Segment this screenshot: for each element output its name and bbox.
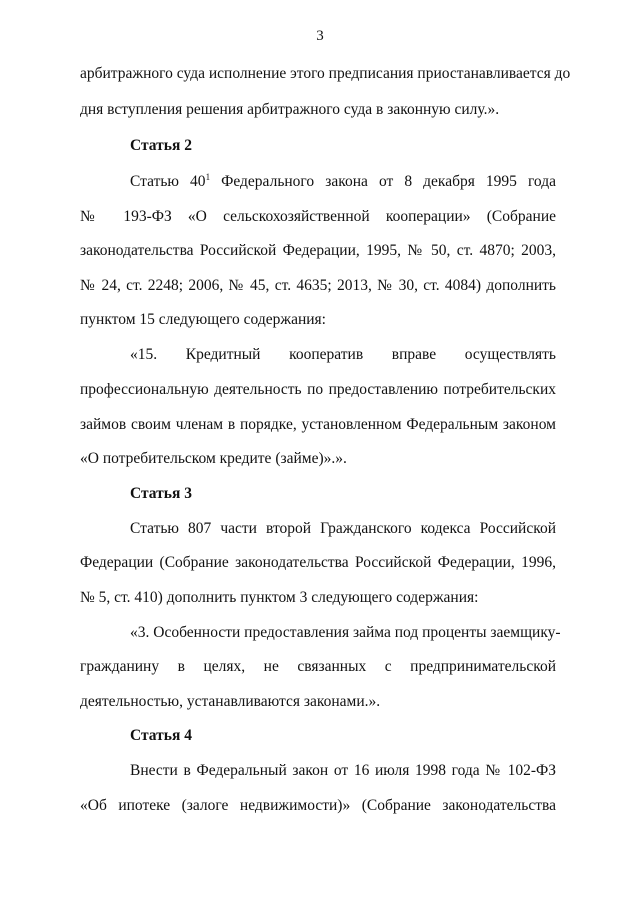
- paragraph-line: пунктом 15 следующего содержания:: [80, 311, 326, 328]
- text-fragment: Статью 40: [130, 173, 206, 190]
- quote-line: «О потребительском кредите (займе)».».: [80, 450, 347, 467]
- paragraph-line: № 193-ФЗ «О сельскохозяйственной кооперации» (Собрание: [80, 208, 556, 225]
- paragraph-line: Внести в Федеральный закон от 16 июля 1998 года № 102-ФЗ: [130, 762, 556, 779]
- text-fragment: Федерального закона от 8 декабря 1995 года: [221, 173, 556, 190]
- paragraph-line: дня вступления решения арбитражного суда в законную силу.».: [80, 101, 500, 118]
- paragraph-line: «Об ипотеке (залоге недвижимости)» (Собрание законодательства: [80, 797, 556, 814]
- quote-line: «15. Кредитный кооператив вправе осуществлять: [130, 346, 556, 363]
- quote-line: профессиональную деятельность по предоставлению потребительских: [80, 381, 556, 398]
- paragraph-line: № 24, ст. 2248; 2006, № 45, ст. 4635; 2013, № 30, ст. 4084) дополнить: [80, 277, 556, 294]
- paragraph-line: Федерации (Собрание законодательства Российской Федерации, 1996,: [80, 554, 556, 571]
- text-fragment: [130, 173, 210, 190]
- quote-line: займов своим членам в порядке, установленном Федеральным законом: [80, 416, 556, 433]
- page-number: 3: [316, 28, 324, 44]
- article-3-heading: Статья 3: [130, 485, 192, 502]
- superscript: 1: [205, 171, 211, 182]
- quote-line: «3. Особенности предоставления займа под проценты заемщику-: [130, 624, 561, 641]
- paragraph-line: [130, 172, 556, 192]
- article-2-heading: Статья 2: [130, 137, 192, 154]
- paragraph-line: арбитражного суда исполнение этого предписания приостанавливается до: [80, 65, 571, 82]
- quote-line: деятельностью, устанавливаются законами.».: [80, 693, 381, 710]
- paragraph-line: законодательства Российской Федерации, 1995, № 50, ст. 4870; 2003,: [80, 242, 556, 259]
- article-4-heading: Статья 4: [130, 727, 192, 744]
- quote-line: гражданину в целях, не связанных с предпринимательской: [80, 658, 556, 675]
- paragraph-line: № 5, ст. 410) дополнить пунктом 3 следующего содержания:: [80, 589, 479, 606]
- paragraph-line: Статью 807 части второй Гражданского кодекса Российской: [130, 520, 556, 537]
